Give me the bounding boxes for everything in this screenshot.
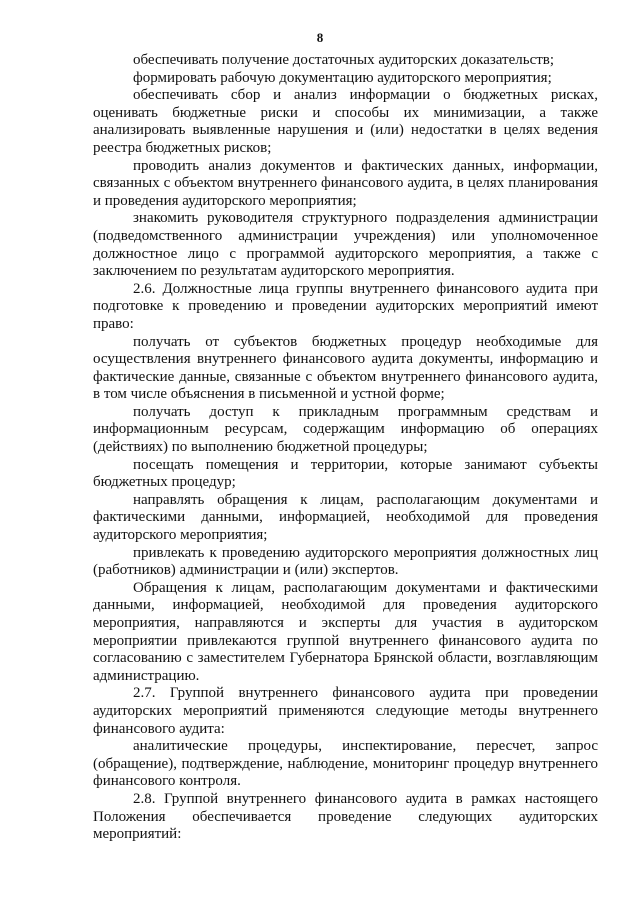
paragraph: проводить анализ документов и фактических данных, информации, связанных с объектом внутреннего финансового аудита, в целях планирования и проведения аудиторского мероприятия; [93,157,598,209]
paragraph: знакомить руководителя структурного подразделения администрации (подведомственного администрации учреждения) или уполномоченное должностное лицо с программой аудиторского мероприятия, а также с заключением по результатам аудиторского мероприятия. [93,210,598,280]
paragraph: 2.7. Группой внутреннего финансового аудита при проведении аудиторских мероприятий применяются следующие методы внутреннего финансового аудита: [93,685,598,737]
paragraph: аналитические процедуры, инспектирование, пересчет, запрос (обращение), подтверждение, наблюдение, мониторинг процедур внутреннего финансового контроля. [93,738,598,790]
paragraph: 2.8. Группой внутреннего финансового аудита в рамках настоящего Положения обеспечивается проведение следующих аудиторских мероприятий: [93,790,598,843]
page-number: 8 [316,30,324,45]
paragraph: обеспечивать получение достаточных аудиторских доказательств; [133,52,555,68]
paragraph: направлять обращения к лицам, располагающим документами и фактическими данными, информацией, необходимой для проведения аудиторского мероприятия; [93,491,598,544]
paragraph: получать доступ к прикладным программным средствам и информационным ресурсам, содержащим информацию об операциях (действиях) по выполнению бюджетной процедуры; [93,403,598,456]
document-body [93,52,598,844]
paragraph: привлекать к проведению аудиторского мероприятия должностных лиц (работников) администрации и (или) экспертов. [93,544,598,579]
paragraph: посещать помещения и территории, которые занимают субъекты бюджетных процедур; [93,456,598,491]
paragraph: обеспечивать сбор и анализ информации о бюджетных рисках, оценивать бюджетные риски и способы их минимизации, а также анализировать выявленные нарушения и (или) недостатки в целях ведения реестра бюджетных рисков; [93,87,598,156]
paragraph: Обращения к лицам, располагающим документами и фактическими данными, информацией, необходимой для проведения аудиторского мероприятия, направляются и эксперты для участия в аудиторском мероприятии привлекаются группой внутреннего финансового аудита по согласованию с заместителем Губернатора Брянской области, возглавляющим администрацию. [93,579,598,684]
paragraph: получать от субъектов бюджетных процедур необходимые для осуществления внутреннего финансового аудита документы, информацию и фактические данные, связанные с объектом внутреннего финансового аудита, в том числе объяснения в письменной и устной форме; [93,333,598,403]
paragraph: формировать рабочую документацию аудиторского мероприятия; [133,69,552,86]
paragraph: 2.6. Должностные лица группы внутреннего финансового аудита при подготовке к проведению и проведении аудиторских мероприятий имеют право: [93,280,598,332]
